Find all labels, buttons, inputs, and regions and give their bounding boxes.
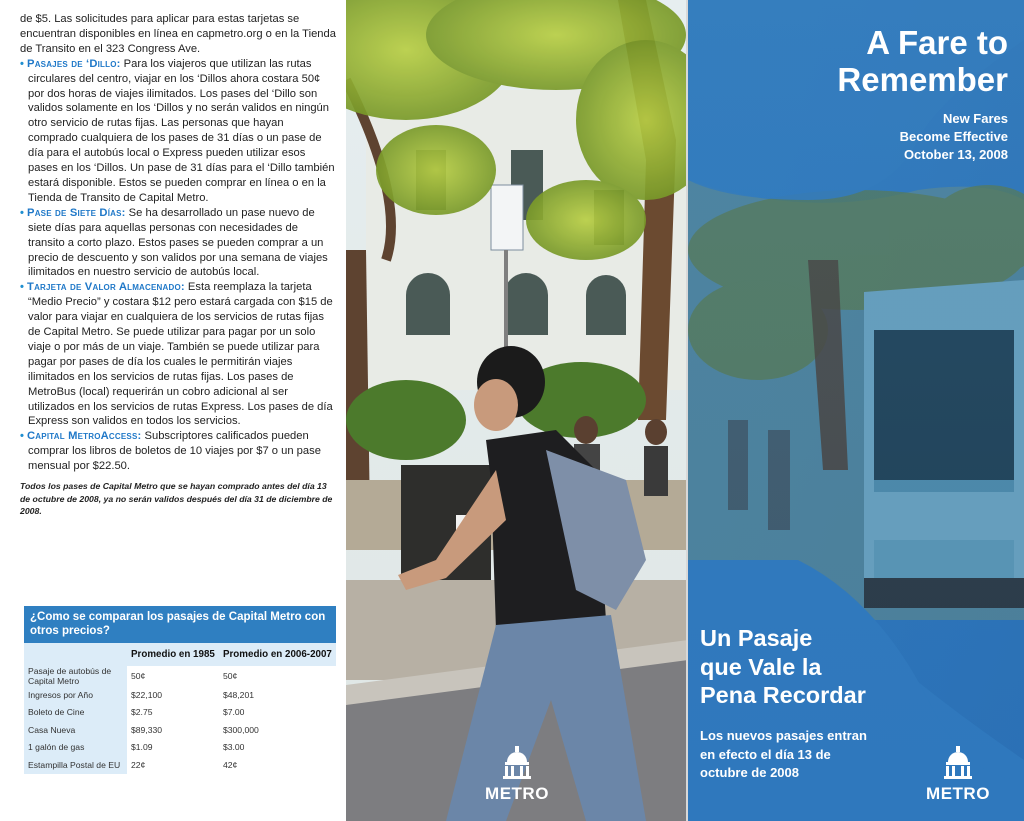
header-1985: Promedio en 1985: [127, 643, 219, 666]
subtitle-line: en efecto el día 13 de: [700, 746, 831, 762]
subtitle-line: Become Effective: [899, 129, 1008, 144]
price-comparison-table: [24, 606, 336, 774]
bullet-text: Subscriptores calificados pueden comprar los libros de boletos de 10 viajes por $7 o un pase mensual por $22.50.: [28, 430, 321, 473]
bullet-heading: Pasajes de ‘Dillo:: [27, 57, 121, 70]
subtitle-line: octubre de 2008: [700, 765, 799, 780]
metro-wordmark: METRO: [926, 784, 990, 803]
table-row: [24, 686, 336, 704]
title-line: Remember: [837, 61, 1008, 98]
spanish-subtitle: [700, 727, 867, 783]
cover-subtitle: [900, 110, 1008, 164]
bullet-text: Esta reemplaza la tarjeta “Medio Precio” y costara $12 pero estará cargada con $15 de valor para viajar en cualquiera de los servicios de rutas fijas de Capital Metro. Se puede utilizar para pagar por un solo viaje o por más de un viaje. También se puede utilizar para pagar por pases de día los cuales le permitirán viajes ilimitados en los servicios de rutas fijas. Los pases de MetroBus (local) requerirán un cobro adicional al ser utilizados en los servicios de rutas Express. Los pases de día Express son validos en todos los servicios.: [28, 281, 333, 428]
inside-panel-text: [0, 0, 346, 821]
fare-descriptions: [20, 12, 336, 517]
bullet-dot: •: [20, 281, 28, 294]
table-header-row: [24, 643, 336, 666]
bullet-text: Se ha desarrollado un pase nuevo de siete días para aquellas personas con necesidades de transito a corto plazo. Estos pases se pueden comprar a un precio de descuento y son validos por una semana de viajes ilimitados en nuestro servicio de autobús local.: [28, 206, 328, 279]
metro-wordmark-photo: [477, 785, 557, 803]
subtitle-line: October 13, 2008: [903, 147, 1008, 162]
row-value-1985: $2.75: [131, 707, 153, 718]
row-value-1985: $22,100: [131, 689, 163, 700]
table-row: [24, 739, 336, 757]
row-value-1985: $89,330: [131, 724, 163, 735]
table-row: [24, 704, 336, 722]
row-value-2006: 42¢: [222, 759, 238, 770]
row-label: 1 galón de gas: [24, 739, 127, 757]
bullet-siete-dias: [20, 206, 336, 281]
bullet-text: Para los viajeros que utilizan las rutas circulares del centro, viajar en los ‘Dillos ahora costara 50¢ por dos horas de viajes ilimitados. Los pases del ‘Dillo son validos solamente en los ‘Dillos y no serán validos en ningún otro servicio de rutas fijas. Las personas que hayan comprado cualquiera de los pases de 31 días o un pase de día para el autobús local o Express pueden utilizar esos pases en los ‘Dillos. Un pase de 31 días para el ‘Dillo también estará disponible. Estos se pueden comprar en línea o en la Tienda de Transito de Capital Metro.: [28, 57, 335, 204]
title-line: Pena Recordar: [700, 682, 866, 708]
bullet-heading: Capital MetroAccess:: [27, 430, 142, 443]
row-label: Pasaje de autobús de Capital Metro: [24, 666, 127, 686]
table-title: ¿Como se comparan los pasajes de Capital Metro con otros precios?: [24, 606, 336, 643]
cover-title: [837, 24, 1008, 98]
validity-note: Todos los pases de Capital Metro que se hayan comprado antes del día 13 de octubre de 2008, ya no serán validos después del día 31 de diciembre de 2008.: [20, 481, 333, 516]
bullet-dillo: [20, 57, 336, 206]
row-value-2006: $300,000: [222, 724, 259, 735]
row-value-1985: $1.09: [131, 742, 153, 753]
bullet-dot: •: [20, 57, 28, 70]
cover-panel: [688, 0, 1024, 821]
table-row: [24, 721, 336, 739]
row-label: Boleto de Cine: [24, 704, 127, 722]
bullet-heading: Tarjeta de Valor Almacenado:: [27, 281, 185, 294]
row-value-2006: $7.00: [222, 707, 245, 718]
intro-paragraph: de $5. Las solicitudes para aplicar para estas tarjetas se encuentran disponibles en línea en capmetro.org o en la Tienda de Transito en el 323 Congress Ave.: [20, 13, 336, 55]
title-line: que Vale la: [700, 653, 822, 680]
title-line: A Fare to: [866, 24, 1008, 61]
table-row: [24, 756, 336, 774]
bullet-metroaccess: [20, 429, 336, 474]
bullet-valor-almacenado: [20, 280, 336, 429]
subtitle-line: New Fares: [942, 111, 1008, 126]
row-value-2006: 50¢: [222, 671, 238, 681]
table-row: [24, 666, 336, 686]
row-value-1985: 50¢: [131, 671, 146, 681]
metro-wordmark: METRO: [485, 784, 549, 803]
row-label: Ingresos por Año: [24, 686, 127, 704]
title-line: Un Pasaje: [700, 625, 813, 651]
header-2006-2007: Promedio en 2006-2007: [219, 643, 336, 666]
bullet-dot: •: [20, 206, 28, 219]
comparison-grid: [24, 643, 336, 774]
campus-photo-panel: [346, 0, 688, 821]
bullet-dot: •: [20, 430, 28, 443]
bullet-heading: Pase de Siete Días:: [27, 206, 126, 219]
campus-photo: [346, 0, 688, 821]
row-label: Casa Nueva: [24, 721, 127, 739]
spanish-title: [700, 624, 866, 710]
row-value-2006: $3.00: [222, 742, 245, 753]
row-label: Estampilla Postal de EU: [24, 756, 127, 774]
subtitle-line: Los nuevos pasajes entran: [700, 728, 867, 743]
header-blank-cell: [24, 643, 127, 666]
row-value-1985: 22¢: [131, 759, 146, 770]
row-value-2006: $48,201: [222, 689, 255, 700]
metro-logo-cover: [916, 785, 1000, 803]
